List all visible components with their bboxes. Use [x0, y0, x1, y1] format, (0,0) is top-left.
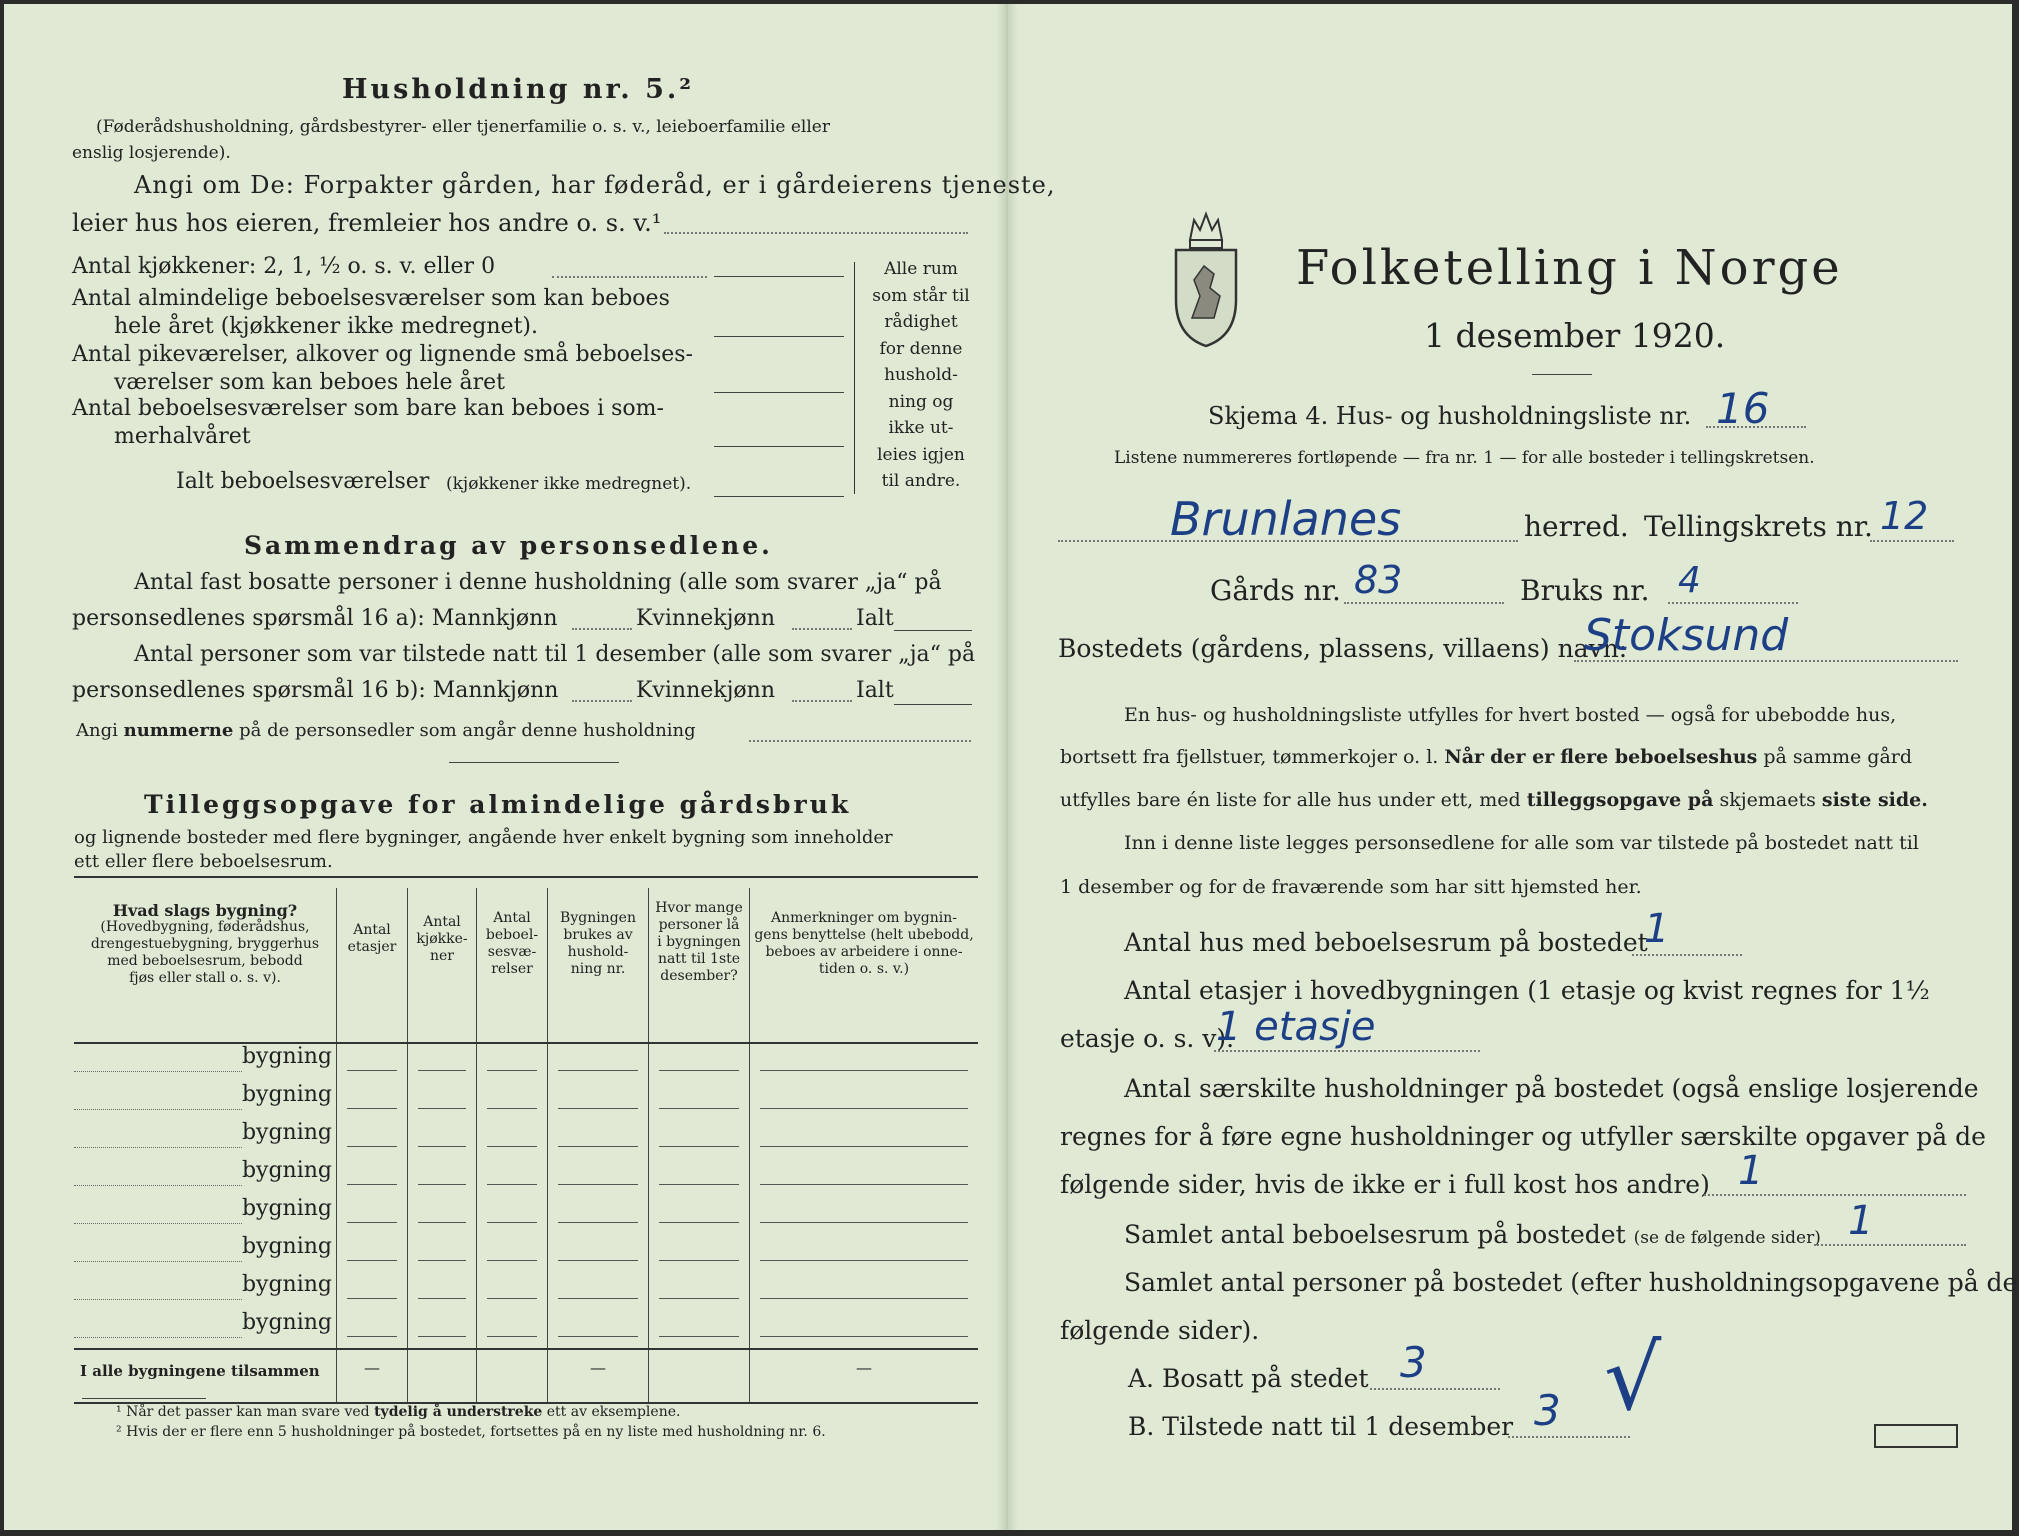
title-divider	[1532, 374, 1592, 375]
total-remarks: —	[750, 1349, 979, 1403]
building-row-label	[74, 1082, 337, 1120]
header-text: brukes av	[563, 927, 633, 943]
district-label: Tellingskrets nr.	[1644, 510, 1873, 543]
header-text: fjøs eller stall o. s. v).	[129, 970, 281, 986]
kitchens-label: Antal kjøkkener: 2, 1, ½ o. s. v. eller 0	[72, 254, 496, 279]
footnote-1-b: tydelig å understreke	[374, 1404, 543, 1420]
place-name-label: Bostedets (gårdens, plassens, villaens) navn:	[1058, 634, 1628, 663]
households-label: Antal særskilte husholdninger på bostedet (også enslige losjerende	[1124, 1074, 1979, 1103]
numbers-text-c: på de personsedler som angår denne husholdning	[239, 720, 696, 741]
summary-line-4: personsedlenes spørsmål 16 b): Mannkjønn	[72, 678, 559, 703]
building-row-label	[74, 1272, 337, 1310]
persons-label: Samlet antal personer på bostedet (efter husholdningsopgavene på de	[1124, 1268, 2018, 1297]
building-label: bygning	[241, 1158, 332, 1183]
summary-line-1: Antal fast bosatte personer i denne husholdning (alle som svarer „ja“ på	[134, 570, 942, 595]
rooms-label-2: hele året (kjøkkener ikke medregnet).	[114, 314, 538, 339]
section-divider	[449, 762, 619, 763]
instruction-1b-a: bortsett fra fjellstuer, tømmerkojer o. l.	[1060, 746, 1439, 768]
summary-title: Sammendrag av personsedlene.	[244, 531, 773, 560]
male-line-1	[572, 628, 632, 630]
farm-number-value: 83	[1354, 558, 1403, 602]
header-text: sesvæ-	[487, 944, 537, 960]
instruction-2b: 1 desember og for de fraværende som har sitt hjemsted her.	[1060, 876, 1642, 898]
herred-label: herred.	[1524, 510, 1629, 543]
header-text: Antal	[423, 914, 461, 930]
herred-value: Brunlanes	[1170, 492, 1402, 546]
houses-label: Antal hus med beboelsesrum på bostedet	[1124, 928, 1648, 957]
table-row	[74, 1043, 978, 1082]
total-line-2	[894, 704, 972, 705]
summer-rooms-label: Antal beboelsesværelser som bare kan beboes i som-	[72, 396, 664, 421]
printer-stamp	[1874, 1424, 1958, 1448]
header-text: etasjer	[347, 939, 397, 955]
households-line	[1704, 1194, 1966, 1196]
male-line-2	[572, 700, 632, 702]
table-row	[74, 1120, 978, 1158]
present-value: 3	[1534, 1386, 1561, 1435]
holding-number-label: Bruks nr.	[1520, 574, 1650, 607]
table-row	[74, 1158, 978, 1196]
female-label-1: Kvinnekjønn	[636, 606, 775, 631]
footnote-2: ² Hvis der er flere enn 5 husholdninger på bostedet, fortsettes på en ny liste med husholdning nr. 6.	[116, 1424, 826, 1440]
summary-line-2: personsedlenes spørsmål 16 a): Mannkjønn	[72, 606, 558, 631]
farm-number-label: Gårds nr.	[1210, 574, 1341, 607]
header-building-type	[74, 888, 337, 1043]
building-row-label	[74, 1158, 337, 1196]
instruction-2a: Inn i denne liste legges personsedlene for alle som var tilstede på bostedet natt til	[1124, 832, 1919, 854]
households-label-2: regnes for å føre egne husholdninger og utfyller særskilte opgaver på de	[1060, 1122, 1986, 1151]
header-persons	[649, 888, 750, 1043]
household-title: Husholdning nr. 5.²	[342, 74, 695, 105]
total-row-label: I alle bygningene tilsammen	[80, 1362, 320, 1380]
maid-rooms-label-2: værelser som kan beboes hele året	[114, 370, 505, 395]
header-text: ner	[430, 948, 454, 964]
question-line-2: leier hus hos eieren, fremleier hos andre o. s. v.¹	[72, 209, 662, 237]
kitchens-line	[714, 276, 844, 277]
numbers-text-a: Angi	[76, 720, 118, 741]
rooms-label: Antal almindelige beboelsesværelser som kan beboes	[72, 286, 670, 311]
side-note-line: rådighet	[884, 312, 958, 332]
houses-value: 1	[1644, 906, 1670, 952]
header-text: ning nr.	[570, 961, 626, 977]
total-rooms-value: 1	[1848, 1198, 1874, 1244]
header-rooms	[477, 888, 548, 1043]
instruction-1c-d: siste side.	[1821, 789, 1928, 811]
header-text: relser	[491, 961, 533, 977]
header-text: kjøkke-	[416, 931, 468, 947]
header-kitchens	[408, 888, 477, 1043]
header-floors	[337, 888, 408, 1043]
persons-label-2: følgende sider).	[1060, 1316, 1260, 1345]
header-text: drengestuebygning, bryggerhus	[90, 936, 320, 952]
rooms-line	[714, 336, 844, 337]
check-mark: √	[1604, 1326, 1662, 1431]
header-text: natt til 1ste	[657, 951, 741, 967]
building-label: bygning	[241, 1310, 332, 1335]
side-note	[866, 256, 976, 495]
instruction-1b-e: på samme gård	[1763, 746, 1913, 768]
footnote-1-c: ett av eksemplene.	[546, 1404, 681, 1420]
building-label: bygning	[241, 1120, 332, 1145]
building-label: bygning	[241, 1082, 332, 1107]
header-text: hushold-	[567, 944, 629, 960]
total-floors: —	[337, 1349, 408, 1403]
supplement-line-1: og lignende bosteder med flere bygninger, angående hver enkelt bygning som inneholder	[74, 827, 893, 848]
answer-line	[664, 232, 968, 234]
maid-rooms-label: Antal pikeværelser, alkover og lignende små beboelses-	[72, 342, 693, 367]
place-name-line	[1574, 660, 1958, 662]
header-text: beboes av arbeidere i onne-	[765, 944, 963, 960]
floors-label-2: etasje o. s. v).	[1060, 1024, 1235, 1053]
total-label-2: Ialt	[856, 678, 894, 703]
total-rooms-line-right	[1814, 1244, 1966, 1246]
district-line	[1870, 540, 1954, 542]
supplement-line-2: ett eller flere beboelsesrum.	[74, 851, 333, 872]
header-text: beboel-	[485, 927, 539, 943]
instruction-1c	[1060, 789, 1928, 811]
side-note-line: leies igjen	[877, 444, 965, 465]
numbers-dots	[749, 740, 971, 742]
household-subtitle: (Føderådshusholdning, gårdsbestyrer- eller tjenerfamilie o. s. v., leieboerfamilie eller	[96, 117, 830, 137]
header-remarks	[750, 888, 979, 1043]
header-text: personer lå	[658, 917, 740, 933]
building-row-label	[74, 1120, 337, 1158]
census-sheet	[4, 4, 2018, 1530]
holding-number-line	[1668, 602, 1798, 604]
coat-of-arms-icon	[1170, 200, 1242, 350]
total-row	[74, 1349, 978, 1403]
brace	[854, 262, 855, 494]
total-rooms-label: Ialt beboelsesværelser	[176, 469, 430, 494]
resident-value: 3	[1400, 1338, 1427, 1387]
instruction-1c-b: tilleggsopgave på	[1526, 789, 1714, 811]
list-number: 16	[1716, 384, 1770, 433]
floors-label: Antal etasjer i hovedbygningen (1 etasje og kvist regnes for 1½	[1124, 976, 1930, 1005]
side-note-line: for denne	[879, 338, 963, 359]
total-household: —	[548, 1349, 649, 1403]
census-date: 1 desember 1920.	[1424, 316, 1726, 355]
schema-label: Skjema 4. Hus- og husholdningsliste nr.	[1208, 402, 1692, 430]
footnote-1-a: ¹ Når det passer kan man svare ved	[116, 1404, 370, 1420]
header-text: med beboelsesrum, bebodd	[107, 953, 303, 969]
header-text: Hvor mange	[655, 900, 743, 916]
place-name-value: Stoksund	[1584, 610, 1789, 661]
kitchens-dots	[552, 276, 707, 278]
header-text: desember?	[660, 968, 738, 984]
header-text: Hvad slags bygning?	[112, 901, 298, 920]
list-number-line	[1706, 426, 1806, 428]
households-label-3: følgende sider, hvis de ikke er i full kost hos andre)	[1060, 1170, 1710, 1199]
summer-rooms-label-2: merhalvåret	[114, 424, 251, 449]
numbers-text-b: nummerne	[123, 720, 234, 741]
header-text: Anmerkninger om bygnin-	[771, 910, 957, 926]
female-label-2: Kvinnekjønn	[636, 678, 775, 703]
floors-line	[1214, 1050, 1480, 1052]
side-note-line: til andre.	[881, 471, 961, 491]
instruction-1b-d: flere beboelseshus	[1560, 746, 1758, 768]
houses-line	[1632, 954, 1742, 956]
building-row-label	[74, 1234, 337, 1272]
header-household-nr	[548, 888, 649, 1043]
question-line-1: Angi om De: Forpakter gården, har føderåd, er i gårdeierens tjeneste,	[134, 171, 1056, 199]
table-row	[74, 1234, 978, 1272]
header-text: Antal	[493, 910, 531, 926]
summary-line-3: Antal personer som var tilstede natt til 1 desember (alle som svarer „ja“ på	[134, 642, 976, 667]
header-text: Bygningen	[560, 910, 636, 926]
female-line-1	[792, 628, 852, 630]
farm-number-line	[1344, 602, 1504, 604]
table-row	[74, 1272, 978, 1310]
instruction-1b-b: Når	[1444, 746, 1485, 768]
header-text: i bygningen	[657, 934, 741, 950]
instruction-1c-a: utfylles bare én liste for alle hus under ett, med	[1060, 789, 1521, 811]
total-rooms-label-right	[1124, 1220, 1821, 1249]
resident-label: A. Bosatt på stedet	[1128, 1364, 1369, 1393]
table-header-row	[74, 888, 978, 1043]
side-note-line: ikke ut-	[888, 418, 954, 438]
side-note-line: som står til	[872, 285, 970, 306]
total-rooms-note: (kjøkkener ikke medregnet).	[446, 474, 692, 494]
instruction-1b-c: der er	[1490, 746, 1555, 768]
total-rooms-line	[714, 496, 844, 497]
table-row	[74, 1310, 978, 1349]
census-title: Folketelling i Norge	[1296, 240, 1843, 296]
herred-line	[1058, 540, 1518, 542]
table-row	[74, 1196, 978, 1234]
present-line	[1508, 1436, 1630, 1438]
maid-rooms-line	[714, 392, 844, 393]
building-row-label	[74, 1196, 337, 1234]
building-row-label	[74, 1310, 337, 1349]
households-value: 1	[1738, 1148, 1764, 1194]
building-label: bygning	[241, 1044, 332, 1069]
resident-line	[1370, 1388, 1500, 1390]
numbers-line	[76, 720, 696, 741]
holding-number-value: 4	[1678, 560, 1701, 601]
supplement-title: Tilleggsopgave for almindelige gårdsbruk	[144, 790, 852, 819]
female-line-2	[792, 700, 852, 702]
district-value: 12	[1880, 494, 1929, 538]
summer-rooms-line	[714, 446, 844, 447]
present-label: B. Tilstede natt til 1 desember	[1128, 1412, 1514, 1441]
building-label: bygning	[241, 1272, 332, 1297]
instruction-1c-c: skjemaets	[1719, 789, 1816, 811]
total-line-1	[894, 630, 972, 631]
footnote-1	[116, 1404, 680, 1420]
side-note-line: Alle rum	[884, 259, 958, 279]
total-label-1: Ialt	[856, 606, 894, 631]
header-text: gens benyttelse (helt ubebodd,	[754, 927, 974, 943]
table-top-rule	[74, 876, 978, 878]
building-table	[74, 888, 978, 1404]
instruction-1b	[1060, 746, 1912, 768]
total-rooms-text: Samlet antal beboelsesrum på bostedet	[1124, 1220, 1626, 1249]
numbering-note: Listene nummereres fortløpende — fra nr. 1 — for alle bosteder i tellingskretsen.	[1114, 448, 1815, 468]
page-fold	[996, 4, 1018, 1530]
side-note-line: ning og	[888, 391, 954, 412]
total-rooms-note-right: (se de følgende sider)	[1633, 1228, 1821, 1248]
building-label: bygning	[241, 1196, 332, 1221]
household-subtitle-2: enslig losjerende).	[72, 143, 231, 163]
building-label: bygning	[241, 1234, 332, 1259]
floors-value: 1 etasje	[1216, 1004, 1376, 1050]
footnote-rule	[82, 1398, 206, 1399]
header-text: (Hovedbygning, føderådshus,	[100, 919, 310, 935]
building-row-label	[74, 1043, 337, 1082]
side-note-line: hushold-	[884, 365, 958, 385]
table-row	[74, 1082, 978, 1120]
header-text: Antal	[353, 922, 391, 938]
instruction-1a: En hus- og husholdningsliste utfylles for hvert bosted — også for ubebodde hus,	[1124, 704, 1897, 726]
header-text: tiden o. s. v.)	[818, 961, 910, 977]
